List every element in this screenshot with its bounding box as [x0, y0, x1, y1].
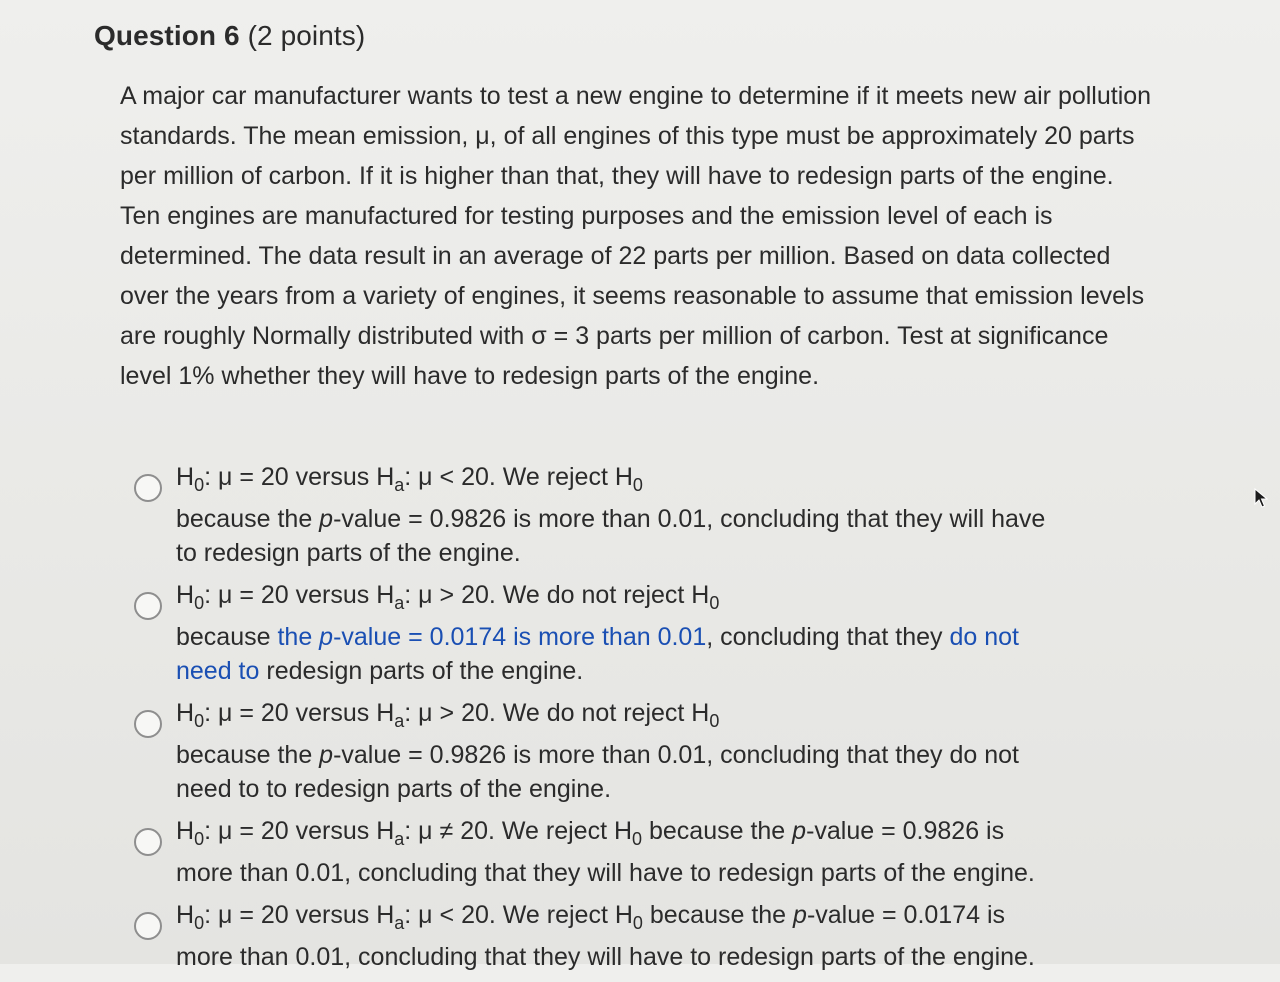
- mouse-pointer-icon: [1254, 488, 1268, 508]
- question-points: (2 points): [247, 20, 366, 51]
- question-prompt: [120, 76, 1160, 396]
- option-1-line-2: because the p-value = 0.9826 is more than 0.01, concluding that they will have: [176, 505, 1046, 533]
- answer-option-5[interactable]: [132, 898, 1132, 974]
- question-prompt-text: A major car manufacturer wants to test a new engine to determine if it meets new air pollution standards. The mean emission, μ, of all engines of this type must be approximately 20 parts per million of carbon. If it is higher than that, they will have to redesign parts of the engine. Ten engines are manufactured for testing purposes and the emission level of each is determined. The data result in an average of 22 parts per million. Based on data collected over the years from a variety of engines, it seems reasonable to assume that emission levels are roughly Normally distributed with σ = 3 parts per million of carbon. Test at significance level 1% whether they will have to redesign parts of the engine.: [120, 82, 1152, 390]
- option-4-line-2: more than 0.01, concluding that they will have to redesign parts of the engine.: [176, 859, 1035, 887]
- option-1-line-1: $H_0$: μ = 20 versus $H_a$: μ < 20. We reject $H_0$: [176, 463, 643, 495]
- answer-option-3[interactable]: [132, 696, 1132, 806]
- option-2-line-1: $H_0$: μ = 20 versus $H_a$: μ > 20. We do not reject $H_0$: [176, 581, 720, 613]
- answer-option-4[interactable]: [132, 814, 1132, 890]
- answer-option-2[interactable]: [132, 578, 1132, 688]
- question-number: Question 6: [94, 20, 240, 51]
- option-2-line-2: because the p-value = 0.0174 is more than 0.01, concluding that they do not: [176, 623, 1019, 651]
- radio-circle-icon[interactable]: [134, 828, 162, 856]
- option-4-line-1: $H_0$: μ = 20 versus $H_a$: μ ≠ 20. We reject $H_0$ because the p-value = 0.9826 is: [176, 817, 1005, 849]
- answer-option-1[interactable]: [132, 460, 1132, 570]
- option-3-line-1: $H_0$: μ = 20 versus $H_a$: μ > 20. We do not reject $H_0$: [176, 699, 720, 731]
- radio-circle-icon[interactable]: [134, 710, 162, 738]
- radio-circle-icon[interactable]: [134, 474, 162, 502]
- option-5-line-1: $H_0$: μ = 20 versus $H_a$: μ < 20. We reject $H_0$ because the p-value = 0.0174 is: [176, 901, 1005, 933]
- option-3-line-2: because the p-value = 0.9826 is more than 0.01, concluding that they do not: [176, 741, 1019, 769]
- question-title: [94, 18, 365, 54]
- option-2-line-3: need to redesign parts of the engine.: [176, 657, 584, 685]
- option-1-line-3: to redesign parts of the engine.: [176, 539, 521, 567]
- radio-circle-icon[interactable]: [134, 912, 162, 940]
- answer-options: [132, 460, 1132, 982]
- option-5-line-2: more than 0.01, concluding that they will have to redesign parts of the engine.: [176, 943, 1035, 971]
- radio-circle-icon[interactable]: [134, 592, 162, 620]
- option-3-line-3: need to to redesign parts of the engine.: [176, 775, 612, 803]
